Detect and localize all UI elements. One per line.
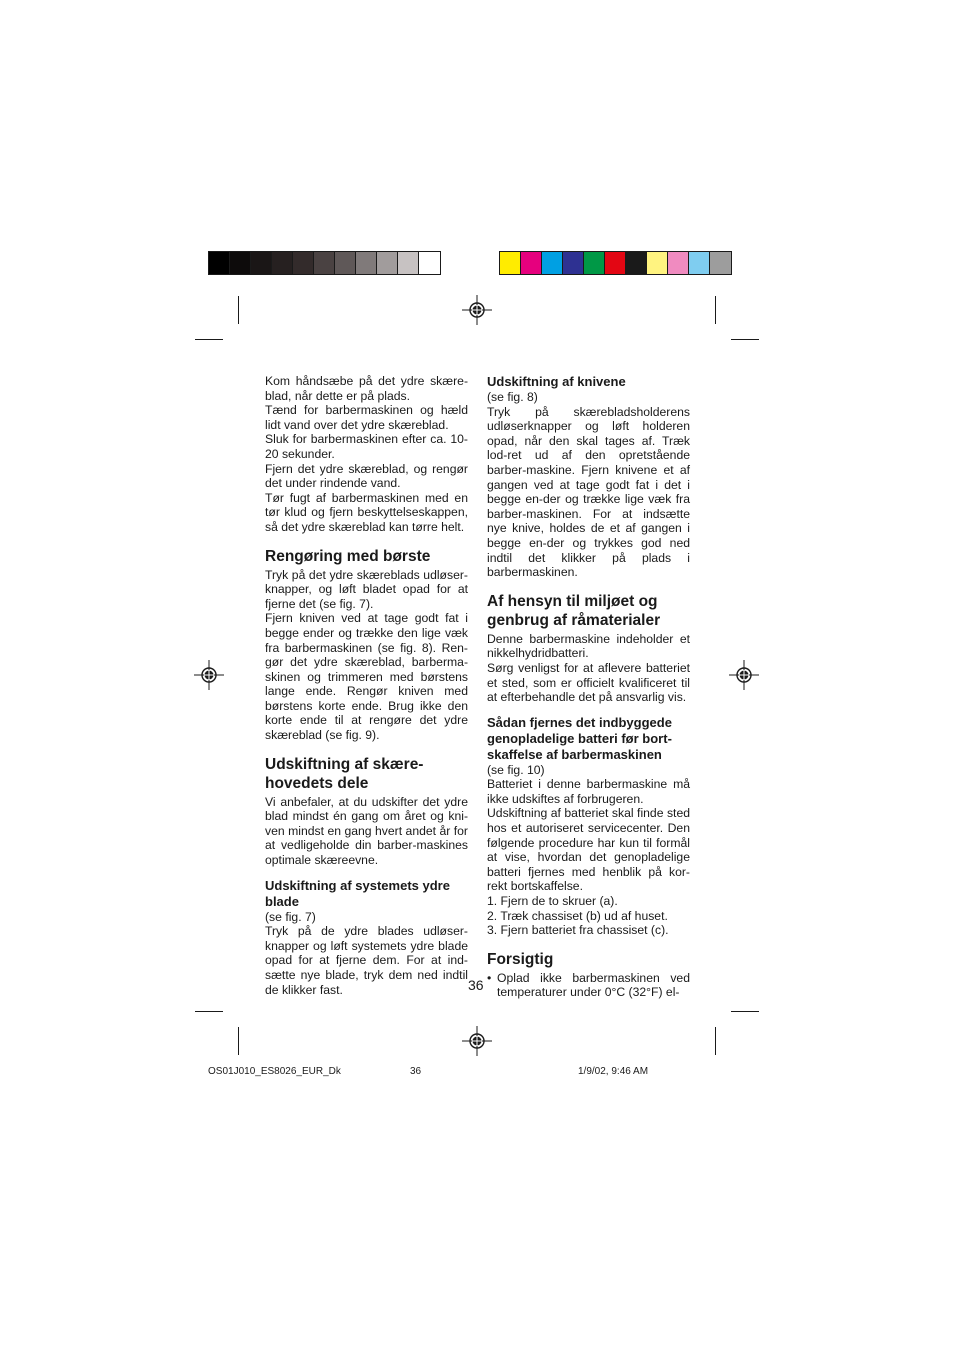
color-swatch bbox=[605, 252, 626, 274]
battery-fig-ref: (se fig. 10) bbox=[487, 762, 545, 777]
color-swatch bbox=[314, 252, 335, 274]
environment-paragraph: Denne barbermaskine indeholder et nikkelhydridbatteri. bbox=[487, 631, 690, 661]
system-blades-paragraph: Tryk på de ydre blades udløser-knapper og løft systemets ydre blade opad for at fjerne dem. For at ind-sætte nye blade, tryk dem ned indtil de klikker fast. bbox=[265, 924, 468, 997]
footer-page-number: 36 bbox=[410, 1066, 422, 1077]
battery-paragraph: Batteriet i denne barbermaskine må ikke udskiftes af forbrugeren. bbox=[487, 777, 690, 806]
color-swatch bbox=[563, 252, 584, 274]
crop-mark bbox=[715, 296, 716, 324]
color-swatch bbox=[209, 252, 230, 274]
registration-mark-icon bbox=[462, 295, 492, 325]
crop-mark bbox=[195, 339, 223, 340]
color-swatch bbox=[710, 252, 731, 274]
list-item: 3. Fjern batteriet fra chassiset (c). bbox=[487, 923, 669, 938]
crop-mark bbox=[731, 339, 759, 340]
color-swatch bbox=[626, 252, 647, 274]
footer-filename: OS01J010_ES8026_EUR_Dk bbox=[208, 1066, 341, 1077]
battery-steps-list bbox=[487, 894, 690, 938]
replace-parts-paragraph: Vi anbefaler, at du udskifter det ydre blad mindst én gang om året og kni-ven mindst en gang hvert andet år for at vedligeholde din barber-maskines optimale skæreevne. bbox=[265, 794, 468, 868]
crop-mark bbox=[195, 1011, 223, 1012]
color-swatch bbox=[356, 252, 377, 274]
brush-paragraph: Fjern kniven ved at tage godt fat i begge ender og trække den lige væk fra barbermaskinen (se fig. 8). Ren-gør det ydre skæreblad, barberma-skinen og trimmeren med børstens lange ende. Rengør kniven med børstens korte ende. Brug ikke den korte ende til at rengøre det ydre skæreblad (se fig. 9). bbox=[265, 611, 468, 743]
color-swatch bbox=[398, 252, 419, 274]
color-swatch bbox=[251, 252, 272, 274]
color-swatch bbox=[377, 252, 398, 274]
intro-paragraph: Tænd for barbermaskinen og hæld lidt vand over det ydre skæreblad. bbox=[265, 403, 468, 432]
color-swatch bbox=[419, 252, 440, 274]
intro-paragraph: Kom håndsæbe på det ydre skære-blad, når dette er på plads. bbox=[265, 374, 468, 403]
color-swatch bbox=[521, 252, 542, 274]
color-swatch bbox=[272, 252, 293, 274]
brush-paragraph: Tryk på det ydre skæreblads udløser-knapper, og løft bladet opad for at fjerne det (se fig. 7). bbox=[265, 567, 468, 611]
environment-heading: Af hensyn til miljøet og genbrug af råmaterialer bbox=[487, 592, 661, 629]
footer-date: 1/9/02, 9:46 AM bbox=[578, 1066, 649, 1077]
color-swatch bbox=[335, 252, 356, 274]
system-blades-heading: Udskiftning af systemets ydre blade bbox=[265, 877, 450, 909]
replace-parts-heading: Udskiftning af skære-hovedets dele bbox=[265, 755, 424, 792]
list-item: 2. Træk chassiset (b) ud af huset. bbox=[487, 908, 668, 923]
color-swatch bbox=[668, 252, 689, 274]
crop-mark bbox=[238, 296, 239, 324]
color-swatch bbox=[500, 252, 521, 274]
environment-paragraph: Sørg venligst for at aflevere batteriet et sted, som er officielt kvalificeret til at efterbehandle det på ansvarlig vis. bbox=[487, 660, 690, 705]
registration-mark-icon bbox=[194, 660, 224, 690]
crop-mark bbox=[238, 1027, 239, 1055]
color-swatch bbox=[542, 252, 563, 274]
battery-paragraph: Udskiftning af batteriet skal finde sted hos et autoriseret servicecenter. Den følgende procedure har kun til formål at vise, hvordan det genopladelige batteri fjernes med henblik på kor-rekt bortskaffelse. bbox=[487, 806, 690, 894]
intro-paragraph: Sluk for barbermaskinen efter ca. 10-20 sekunder. bbox=[265, 432, 468, 461]
brush-cleaning-heading: Rengøring med børste bbox=[265, 547, 431, 565]
knives-paragraph: Tryk på skærebladsholderens udløserknapper og løft holderen opad, når den skal tages af. Træk lod-ret ud af den opretstående barber-maskine. Fjern knivene et af gangen ved at tage godt fat i det i begge en-der og trække lige væk fra barber-maskinen. For at indsætte nye knive, holdes de et af gangen i begge en-der og trykkes god ned indtil det klikker på plads i barbermaskinen. bbox=[487, 404, 690, 580]
color-swatch bbox=[647, 252, 668, 274]
page-number: 36 bbox=[468, 977, 484, 993]
caution-list bbox=[487, 971, 690, 1000]
list-item: 1. Fjern de to skruer (a). bbox=[487, 894, 618, 909]
system-blades-fig-ref: (se fig. 7) bbox=[265, 909, 316, 924]
knives-heading: Udskiftning af knivene bbox=[487, 374, 626, 389]
crop-mark bbox=[731, 1011, 759, 1012]
color-calibration-bar bbox=[499, 251, 732, 275]
grayscale-calibration-bar bbox=[208, 251, 441, 275]
right-column bbox=[487, 374, 690, 1000]
color-swatch bbox=[689, 252, 710, 274]
list-item: • Oplad ikke barbermaskinen ved temperaturer under 0°C (32°F) el- bbox=[497, 971, 690, 1000]
registration-mark-icon bbox=[729, 660, 759, 690]
crop-mark bbox=[715, 1027, 716, 1055]
knives-fig-ref: (se fig. 8) bbox=[487, 390, 538, 404]
color-swatch bbox=[293, 252, 314, 274]
color-swatch bbox=[230, 252, 251, 274]
registration-mark-icon bbox=[462, 1026, 492, 1056]
battery-removal-heading: Sådan fjernes det indbyggede genopladelige batteri før bort-skaffelse af barbermaskinen bbox=[487, 714, 672, 762]
intro-paragraph: Fjern det ydre skæreblad, og rengør det under rindende vand. bbox=[265, 461, 468, 491]
caution-heading: Forsigtig bbox=[487, 950, 554, 968]
color-swatch bbox=[584, 252, 605, 274]
intro-paragraph: Tør fugt af barbermaskinen med en tør klud og fjern beskyttelseskappen, så det ydre skæreblad kan tørre helt. bbox=[265, 490, 468, 534]
left-column bbox=[265, 374, 468, 997]
